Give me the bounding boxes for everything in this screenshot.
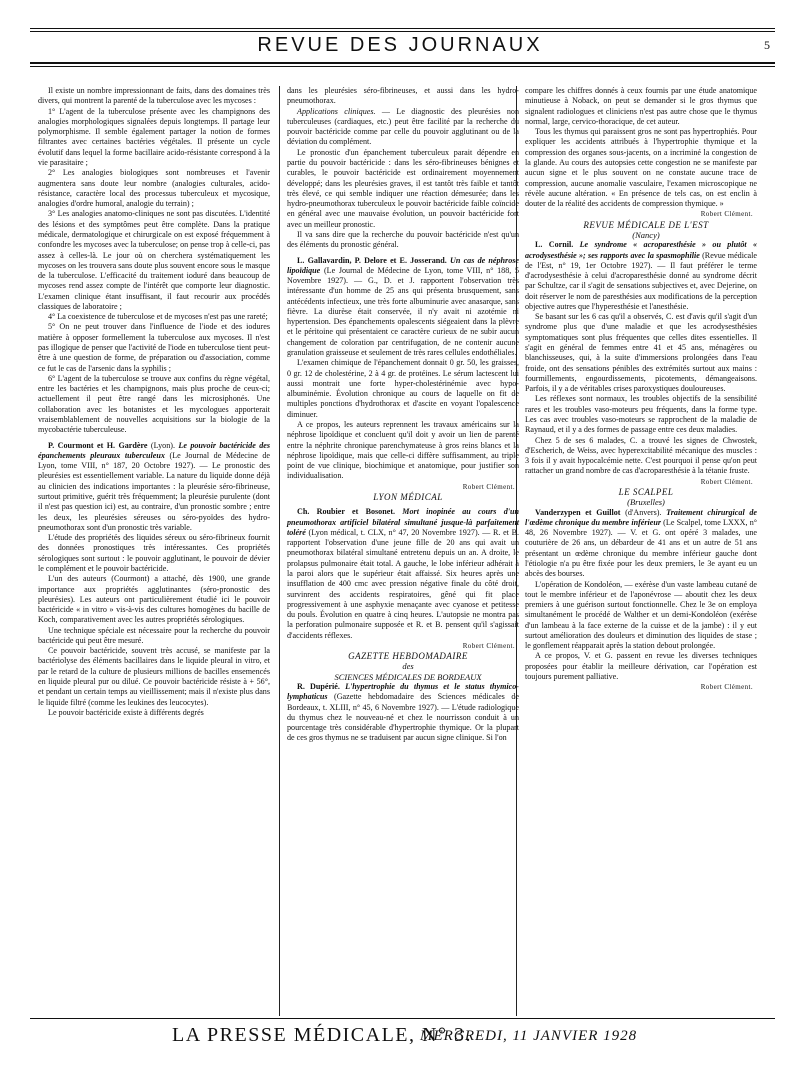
signature: Robert Clément. (700, 210, 753, 219)
paragraph: A ce propos, V. et G. passent en revue les diverses techniques proposées pour établir la meilleure dérivation, car l'opération est toujours purement palliative. (525, 651, 757, 682)
article-authors: P. Courmont et H. Gardère (48, 440, 148, 450)
paragraph: Tous les thymus qui paraissent gros ne sont pas hypertrophiés. Pour expliquer les accidents attribués à l'hypertrophie thymique et la compression des organes sous-jacents, on a incriminé la congestion de la glande. Au cours des autopsies cette congestion ne se manifeste par aucun signe et le plus souvent on ne constate aucune trace de compression, aucune anomalie vasculaire, l'examen microscopique ne révèle aucune altération. « En présence de tels cas, on est enclin à douter de la réalité des accidents de compression thymique. » (525, 127, 757, 209)
paragraph: 4° La coexistence de tuberculose et de mycoses n'est pas une rareté; (48, 312, 268, 322)
article-authors: L. Cornil. (535, 240, 574, 250)
paragraph: Le pronostic d'un épanchement tuberculeux parait dépendre en partie du pouvoir bactéricide : dans les séro-fibrineuses bénignes et curables, le pouvoir bactéricide est ordinairement moyennement développé; dans les pleurésies graves, il est tantôt très faible et tantôt très élevé, ce qui semble indiquer une réaction démesurée; dans les hydro-pneumothorax tuberculeux le pouvoir bactéricide faible coïncide en général avec une mauvaise évolution, un pouvoir bactéricide fort avec un meilleur pronostic. (287, 147, 519, 229)
article-authors: L. Gallavardin, P. Delore et E. Josserand. (297, 255, 447, 265)
paragraph: Applications cliniques. — Le diagnostic des pleurésies non tuberculeuses (cardiaques, etc.) peut être facilité par la recherche du pouvoir bactéricide comme par celle du pouvoir agglutinant ou de la déviation du complément. (287, 106, 519, 147)
paragraph: Une technique spéciale est nécessaire pour la recherche du pouvoir bactéricide qui peut être mesuré. (38, 625, 270, 645)
article-title: L'hypertrophie du thymus et le status thymico-lymphaticus (287, 682, 519, 702)
header-rule-bottom (30, 62, 775, 64)
paragraph: Se basant sur les 6 cas qu'il a observés, C. est d'avis qu'il s'agit d'un syndrome plus que d'une maladie et que les acrodysesthésies symptomatiques sont plus fréquentes que celles dites essentielles. Il s'agit en général de femmes entre 41 et 45 ans, ménagères ou blanchisseuses, qui, à la suite d'immersions prolongées dans l'eau froide, ont des sensations pénibles des extrémités surtout aux mains : fourmillements, engourdissements, picotements, démangeaisons. Parfois, il y a de véritables crises paroxystiques douloureuses. (525, 312, 757, 394)
article-title: Le syndrome « acroparesthésie » ou plutôt « acrodysesthésie »; ses rapports avec la spasmophilie (525, 240, 757, 260)
section-heading-est: REVUE MÉDICALE DE L'EST (583, 219, 709, 230)
paragraph: L'un des auteurs (Courmont) a attaché, dès 1900, une grande importance aux propriétés agglutinantes (séro-pronostic des pleurésies). Les auteurs ont particulièrement étudié ici le pouvoir bactéricide « in vitro » vis-à-vis des cultures homogènes du bacille de Koch, comparativement avec les autres propriétés sérologiques. (38, 574, 270, 625)
signature: Robert Clément. (462, 641, 515, 650)
page-number: 5 (764, 38, 770, 52)
paragraph: compare les chiffres donnés à ceux fournis par une étude anatomique minutieuse à Noback, on peut se demander si le gros thymus que signalent radiologues et cliniciens n'est pas autre chose que le thymus normal, large, cervico-thoracique, de cet auteur. (525, 86, 757, 126)
paragraph: Il existe un nombre impressionnant de faits, dans des domaines très divers, qui montrent la parenté de la tuberculose avec les mycoses : (38, 86, 270, 106)
column-2 (287, 86, 519, 744)
signature: Robert Clément. (462, 482, 515, 491)
article-title: Mort inopinée au cours d'un pneumothorax artificiel bilatéral simultané jusque-là parfaitement toléré (287, 507, 519, 537)
article-entry: L. Gallavardin, P. Delore et E. Josserand. Un cas de néphrose lipoïdique (Le Journal de Médecine de Lyon, tome VIII, n° 188, 5 Novembre 1927). — G., D. et J. rapportent l'observation très intéressante d'un homme de 25 ans qui présenta brusquement, sans antécédents infectieux, une très forte albuminurie avec anasarque, sans fièvre. La diurèse était conservée, il n'y avait ni azotémie ni hypertension. Des épanchements opalescents siégeaient dans la plèvre et le péritoine qui présentaient ce caractère curieux de ne subir aucun changement de coloration par centrifugation, de ne contenir aucune granulation graisseuse et seulement de très rares cellules endothéliales. (287, 255, 519, 358)
section-heading-gazette: GAZETTE HEBDOMADAIRE (348, 651, 468, 662)
paragraph: L'opération de Kondoléon, — exérèse d'un vaste lambeau cutané de tout le membre inférieur et de l'aponévrose — aboutit chez les deux premiers à une guérison surtout fonctionnelle. Chez le 3e on employa simultanément le procédé de Walther et un demi-Kondoléon (exérèse d'un lambeau à la face externe de la cuisse et de la jambe) : il y eut surtout amélioration des douleurs et diminution des liquides de stase ; le gonflement réapparait après la station debout prolongée. (525, 579, 757, 651)
running-head-title: REVUE DES JOURNAUX (257, 34, 543, 56)
article-entry: R. Dupérié. L'hypertrophie du thymus et le status thymico-lymphaticus (Gazette hebdomadaire des Sciences médicales de Bordeaux, t. XLIII, n° 45, 6 Novembre 1927). — L'étude radiologique du thymus chez le nouveau-né et chez le nourrisson conduit à un pourcentage très considérable d'hypertrophie thymique. Or la plupart de ces gros thymus ne se traduisent par aucun signe clinique. Si l'on (287, 682, 519, 743)
signature: Robert Clément. (700, 477, 753, 486)
paragraph: 6° L'agent de la tuberculose se trouve aux confins du règne végétal, entre les bactéries et les champignons, mais plus proche de ceux-ci; actuellement il peut être rangé dans les microsiphonés. Une collaboration avec les botanistes et les mycologues apporterait vraisemblablement de nouvelles acquisitions sur la biologie de la mycobactérie tuberculeuse. (38, 373, 270, 435)
paragraph: 2° Les analogies biologiques sont nombreuses et l'avenir augmentera sans doute leur nombre (analogies culturales, acido-résistance, caractère local des processus tuberculeux et mycosique, analogies d'ordre humoral, analogie du terrain) ; (38, 168, 270, 209)
section-heading-des: des (402, 661, 414, 672)
article-authors: R. Dupérié. (297, 682, 340, 692)
paragraph: L'examen chimique de l'épanchement donnait 0 gr. 50, les graisses, 0 gr. 12 de cholestérine, 2 à 4 gr. de protéines. Le sérum lactescent lui aussi montrait une forte hyper-cholestérinémie avec hypo-albuminémie. Évolution chronique au cours de laquelle on fit de multiples ponctions d'hydrothorax et d'ascite en voyant l'opalescence diminuer. (287, 358, 519, 419)
footer-journal-title: LA PRESSE MÉDICALE, N° 3. (172, 1024, 472, 1046)
article-title: Un cas de néphrose lipoïdique (287, 255, 519, 275)
section-city-bruxelles: (Bruxelles) (627, 497, 665, 508)
paragraph: A ce propos, les auteurs reprennent les travaux américains sur la néphrose lipoïdique et concluent qu'il doit y avoir un lien de parenté entre la néphrite chronique parenchymateuse à gros reins blancs et la néphrose lipoïdique, mais que celle-ci diffère suffisamment, au triple point de vue clinique, biochimique et anatomique, pour justifier son individualisation. (287, 420, 519, 481)
header-rule-top-thin (30, 31, 775, 32)
article-authors: Vanderzypen et Guillot (535, 507, 621, 517)
footer-date: MERCREDI, 11 JANVIER 1928 (420, 1028, 638, 1044)
section-heading-lyon: LYON MÉDICAL (373, 491, 443, 502)
article-entry: L. Cornil. Le syndrome « acroparesthésie » ou plutôt « acrodysesthésie »; ses rapports avec la spasmophilie (Revue médicale de l'Est, n° 19, 1er Octobre 1927). — Il faut préférer le terme d'acrodysesthésie à celui d'acroparesthésie donné au syndrome décrit par Schultze, car il s'agit de sensations subjectives et, avec Dejerine, on doit réserver le nom de paresthésies aux modifications de la perception objective autres que l'hyperesthésie et l'anesthésie. (525, 240, 757, 311)
paragraph: L'étude des propriétés des liquides séreux ou séro-fibrineux fournit des données pronostiques très intéressantes. Ces propriétés sérologiques sont surtout : le pouvoir agglutinant, le pouvoir de dévier le complément et le pouvoir bactéricide. (38, 533, 270, 573)
paragraph: 1° L'agent de la tuberculose présente avec les champignons des analogies morphologiques signalées depuis longtemps. Il partage leur polymorphisme. Il semble également partager la notion de formes filtrantes avec certaines bactéries végétales. Il présente un cycle évolutif dans lequel la forme bacillaire acido-résistante correspond à la vie parasitaire ; (38, 106, 270, 167)
article-entry: P. Courmont et H. Gardère (Lyon). Le pouvoir bactéricide des épanchements pleuraux tuberculeux (Le Journal de Médecine de Lyon, tome VIII, n° 187, 20 Octobre 1927). — Le pronostic des pleurésies est essentiellement variable. La nature du liquide donne déjà au clinicien des indications importantes : la pleurésie séro-fibrineuse, surtout primitive, guérit très fréquemment; la pleurésie purulente (dont il n'est pas question ici) est, au contraire, d'un pronostic sombre ; entre les deux, les pleurésies séreuses ou séro-pyoïdes des hydro-pneumothorax sont d'un pronostic très variable. (38, 440, 270, 532)
footer-rule (30, 1018, 775, 1019)
article-entry: Ch. Roubier et Bosonet. Mort inopinée au cours d'un pneumothorax artificiel bilatéral simultané jusque-là parfaitement toléré (Lyon médical, t. CLX, n° 47, 20 Novembre 1927). — R. et B. rapportent l'observation d'une jeune fille de 20 ans qui avait un pneumothorax bilatéral simultané entretenu depuis un an. A droite, le prolapsus pulmonaire était total. A gauche, le lobe inférieur adhérait à la paroi alors que le supérieur était affaissé. Six heures après une insufflation de 400 cmc avec pression négative finale du côté droit, survinrent des accidents respiratoires, gêné qui fit place progressivement à une asphyxie menaçante avec cyanose et petitesse du pouls. Évolution en quatre à cinq heures. L'autopsie ne montra pas la perforation pulmonaire supposée et R. et B. pensent qu'il s'agissait d'accidents réflexes. (287, 507, 519, 640)
paragraph: dans les pleurésies séro-fibrineuses, et aussi dans les hydro-pneumothorax. (287, 86, 519, 106)
paragraph: Il va sans dire que la recherche du pouvoir bactéricide n'est qu'un des éléments du pronostic général. (287, 229, 519, 250)
paragraph: 3° Les analogies anatomo-cliniques ne sont pas discutées. L'identité des lésions et des symptômes peut être complète. Dans la pratique médicale, dermatologique et chirurgicale on est exposé fréquemment à confondre les mycoses avec la tuberculose; on pense trop à celle-ci, pas assez à celles-là. Le jour où on cherchera systématiquement les mycoses on les trouvera sans doute plus souvent encore sous le masque de la tuberculose. L'efficacité du traitement ioduré dans beaucoup de mycoses rend assez compte de l'intérêt que comporte leur diagnostic. L'examen clinique étant insuffisant, il faut recourir aux procédés classiques de laboratoire ; (38, 209, 270, 311)
section-heading-scalpel: LE SCALPEL (618, 486, 674, 497)
paragraph: Chez 5 de ses 6 malades, C. a trouvé les signes de Chwostek, d'Escherich, de Weiss, avec hyperexcitabilité mécanique des muscles : 3 fois il y avait hypocalcémie nette. C'est pourquoi il pense qu'on peut rattacher un grand nombre de cas d'acroparesthésie à la tétanie fruste. (525, 435, 757, 476)
article-title: Le pouvoir bactéricide des épanchements pleuraux tuberculeux (38, 440, 270, 460)
section-heading-bordeaux: SCIENCES MÉDICALES DE BORDEAUX (334, 671, 482, 682)
paragraph: Ce pouvoir bactéricide, souvent très accusé, se manifeste par la bactériolyse des éléments bacillaires dans le liquide pleural in vitro, et par le retard de la culture de plusieurs millions de bacilles ensemencés en liquide pleural pur ou dilué. Ce pouvoir bactéricide résiste à + 56°, et pendant un certain temps au vieillissement; mais il n'existe plus dans le liquide filtré (comme les leukines des leucocytes). (38, 646, 270, 707)
article-authors: Ch. Roubier et Bosonet. (297, 507, 396, 517)
column-divider-1 (279, 86, 280, 1016)
paragraph: Le pouvoir bactéricide existe à différents degrés (48, 707, 204, 717)
article-title: Traitement chirurgical de l'œdème chronique du membre inférieur (525, 507, 757, 527)
header-rule-bottom-thin (30, 66, 775, 67)
paragraph: Les réflexes sont normaux, les troubles objectifs de la sensibilité rares et les troubles vaso-moteurs peu fréquents, dans la forme type. Les cas avec troubles vaso-moteurs se rapprochent de la maladie de Raynaud, et il y a des formes de passage entre ces deux maladies. (525, 394, 757, 435)
section-city-nancy: (Nancy) (632, 229, 660, 240)
signature: Robert Clément. (700, 683, 753, 692)
header-rule-top (30, 28, 775, 29)
paragraph: 5° On ne peut trouver dans l'influence de l'iode et des iodures matière à opposer formellement la tuberculose aux mycoses. Il n'est pas illogique de penser que l'activité de l'iode en tuberculose tient peut-être à une question de forme, de préparation ou d'association, comme ce fut le cas de l'arsenic dans la syphilis ; (38, 322, 270, 373)
column-1 (38, 86, 270, 718)
article-entry: Vanderzypen et Guillot (d'Anvers). Traitement chirurgical de l'œdème chronique du membre inférieur (Le Scalpel, tome LXXX, n° 48, 26 Novembre 1927). — V. et G. ont opéré 3 malades, une couturière de 26 ans, un débardeur de 41 ans et un autre de 51 ans présentant un œdème chronique du membre inférieur gauche dont l'étiologie n'a pu être fixée pour les deux premiers, le 3e ayant eu un abcès des bourses. (525, 507, 757, 579)
column-3 (525, 86, 757, 693)
